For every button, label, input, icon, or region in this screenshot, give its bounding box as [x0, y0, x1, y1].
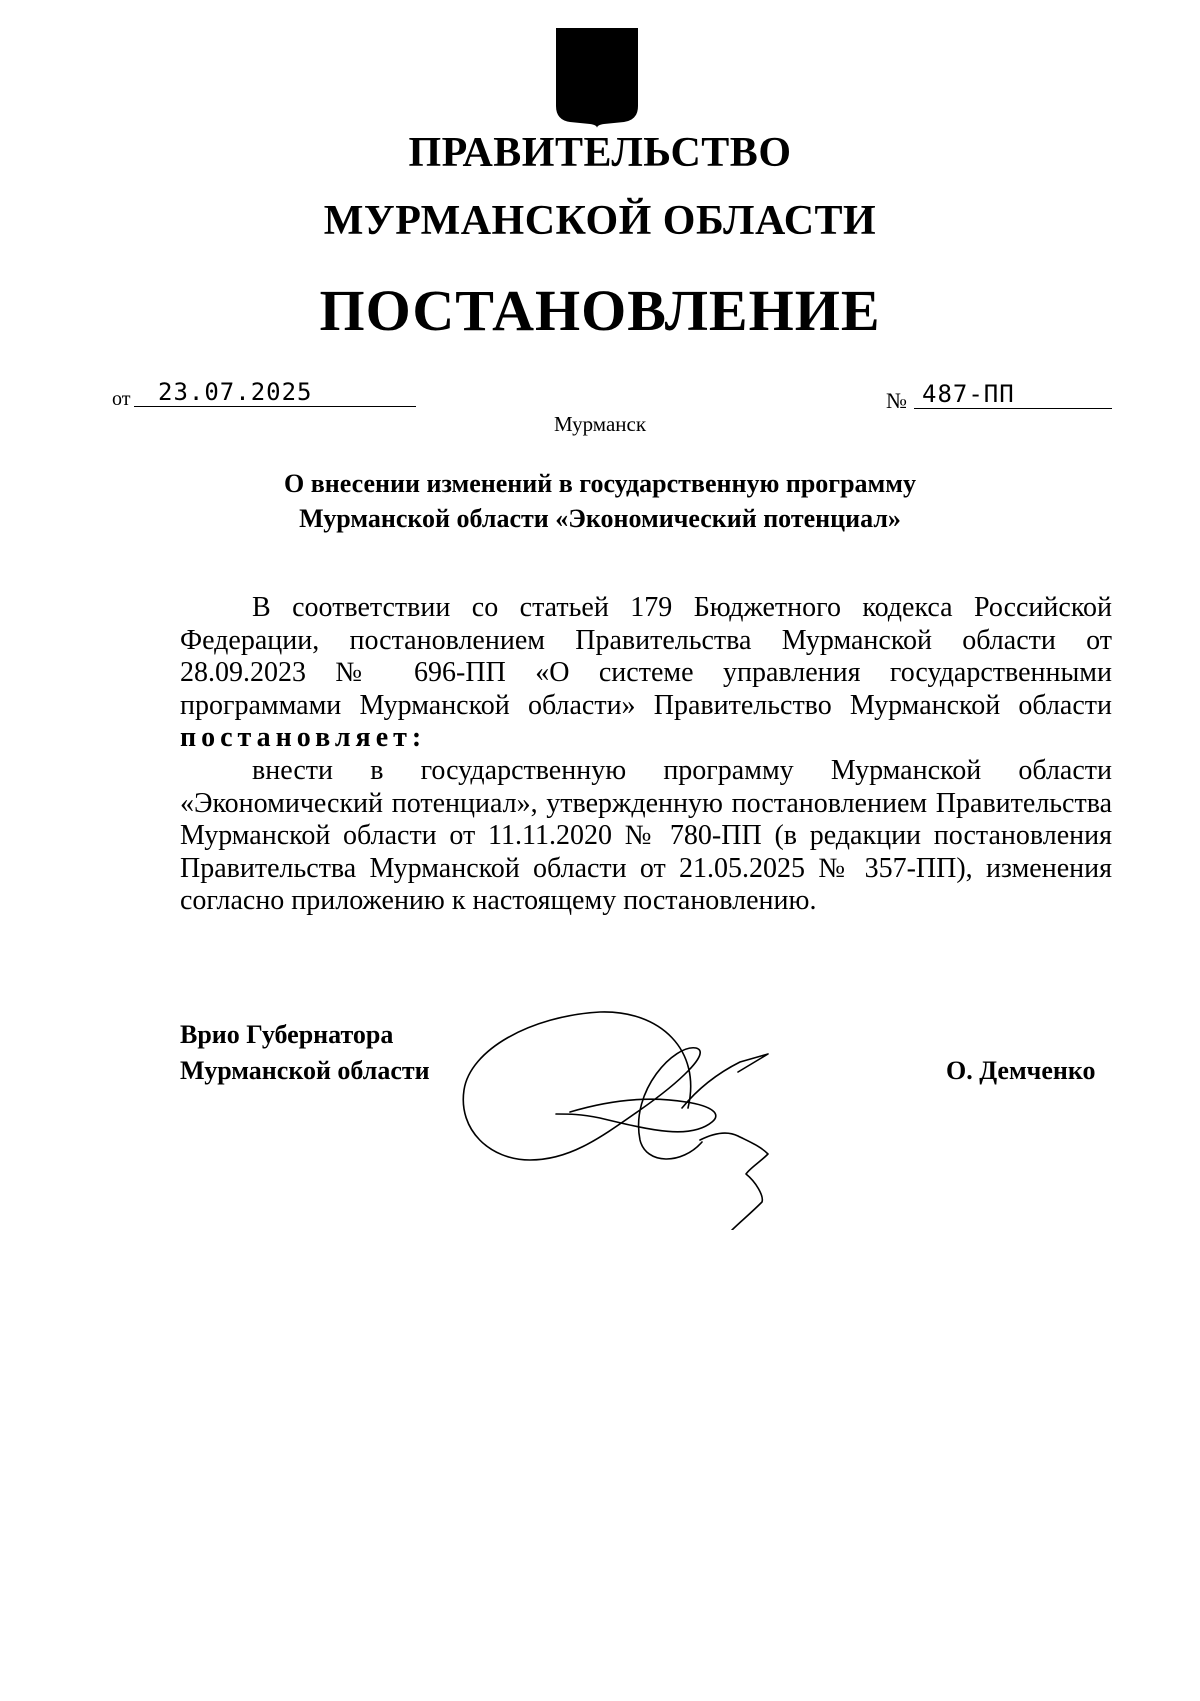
date-value: 23.07.2025 [134, 378, 416, 407]
preamble-text: В соответствии со статьей 179 Бюджетного кодекса Российской Федерации, постановлением Правительства Мурманской области от 28.09.2023 № 696-ПП «О системе управления государственными программами Мурманской области» Правительство Мурманской области [180, 592, 1112, 721]
resolves-keyword: постановляет: [180, 722, 427, 754]
signer-position-line2: Мурманской области [180, 1056, 430, 1085]
document-body [180, 592, 1112, 918]
subject-line1: О внесении изменений в государственную программу [284, 469, 916, 498]
city-label: Мурманск [553, 412, 647, 436]
government-title-line2: МУРМАНСКОЙ ОБЛАСТИ [323, 198, 877, 244]
document-type-title: ПОСТАНОВЛЕНИЕ [319, 278, 881, 343]
number-value: 487-ПП [914, 380, 1112, 409]
body-paragraph-decision: внести в государственную программу Мурманской области «Экономический потенциал», утвержденную постановлением Правительства Мурманской области от 11.11.2020 № 780-ПП (в редакции постановления Правительства Мурманской области от 21.05.2025 № 357-ПП), изменения согласно приложению к настоящему постановлению. [180, 754, 1112, 917]
number-prefix: № [886, 388, 907, 413]
document-subject [0, 466, 1200, 536]
coat-of-arms-emblem-icon [556, 28, 638, 128]
handwritten-signature-icon [450, 990, 850, 1230]
signer-position-line1: Врио Губернатора [180, 1020, 394, 1049]
date-prefix: от [112, 388, 131, 410]
signer-name: О. Демченко [946, 1056, 1096, 1085]
signer-position [180, 1017, 430, 1089]
subject-line2: Мурманской области «Экономический потенциал» [299, 504, 901, 533]
government-title-line1: ПРАВИТЕЛЬСТВО [408, 130, 792, 176]
body-paragraph-preamble [180, 592, 1112, 755]
